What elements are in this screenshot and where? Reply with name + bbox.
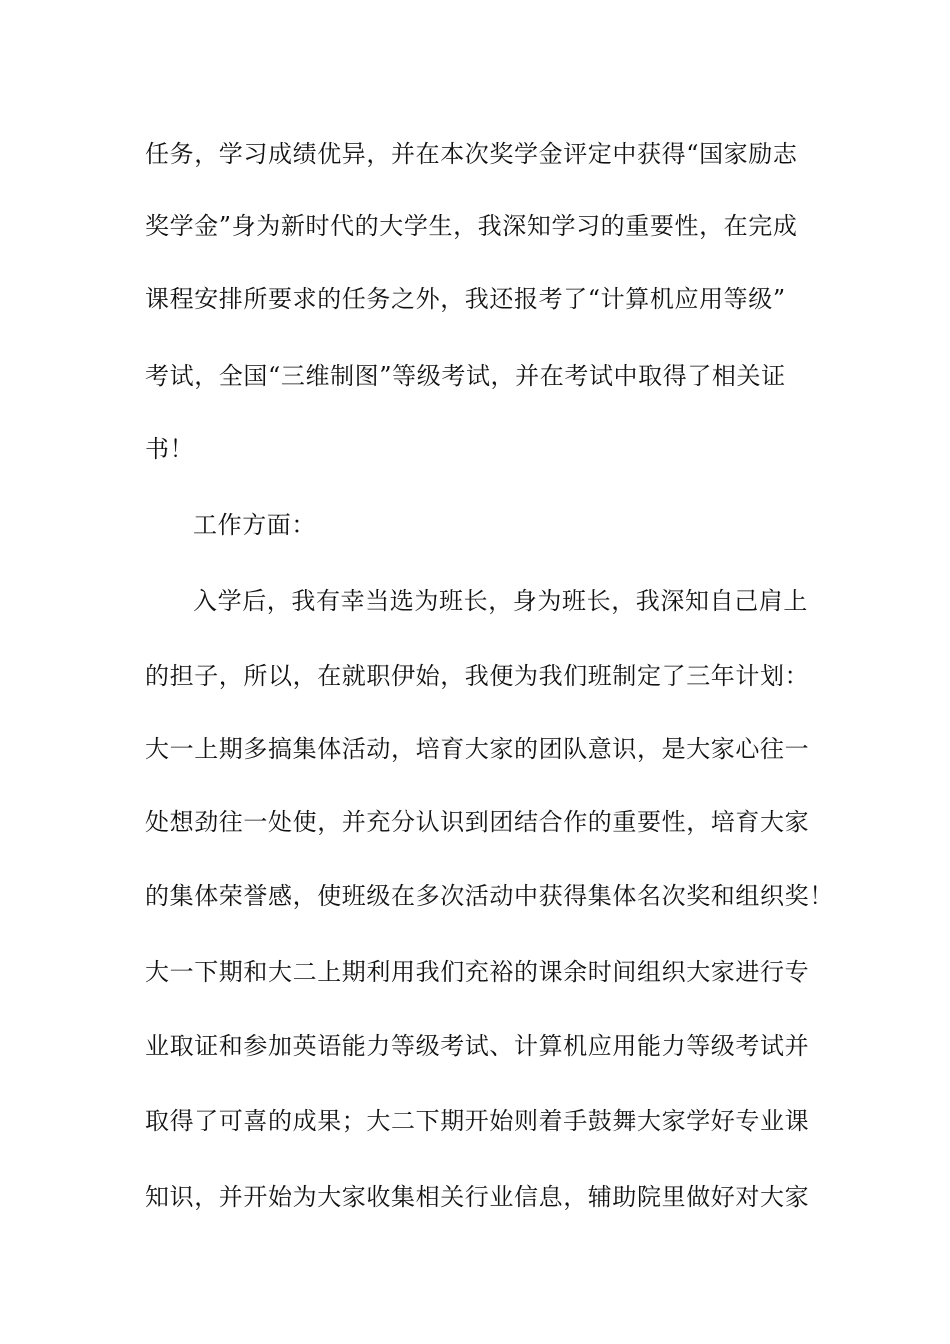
text-line: 取得了可喜的成果；大二下期开始则着手鼓舞大家学好专业课 <box>145 1107 810 1135</box>
text-line: 奖学金”身为新时代的大学生，我深知学习的重要性，在完成 <box>145 212 798 240</box>
text-line: 大一上期多搞集体活动，培育大家的团队意识，是大家心往一 <box>145 735 810 763</box>
text-line: 大一下期和大二上期利用我们充裕的课余时间组织大家进行专 <box>145 958 810 986</box>
text-line: 考试，全国“三维制图”等级考试，并在考试中取得了相关证 <box>145 362 786 390</box>
text-line: 处想劲往一处使，并充分认识到团结合作的重要性，培育大家 <box>145 808 810 836</box>
text-line: 知识，并开始为大家收集相关行业信息，辅助院里做好对大家 <box>145 1183 810 1211</box>
text-line: 的集体荣誉感，使班级在多次活动中获得集体名次奖和组织奖！ <box>145 882 834 910</box>
paragraph-start-line: 入学后，我有幸当选为班长，身为班长，我深知自己肩上 <box>193 587 808 615</box>
section-heading: 工作方面： <box>193 511 316 539</box>
text-line: 课程安排所要求的任务之外，我还报考了“计算机应用等级” <box>145 285 786 313</box>
text-line: 的担子，所以，在就职伊始，我便为我们班制定了三年计划： <box>145 662 810 690</box>
text-line: 任务，学习成绩优异，并在本次奖学金评定中获得“国家励志 <box>145 140 798 168</box>
text-line: 书！ <box>145 435 195 463</box>
text-line: 业取证和参加英语能力等级考试、计算机应用能力等级考试并 <box>145 1032 810 1060</box>
